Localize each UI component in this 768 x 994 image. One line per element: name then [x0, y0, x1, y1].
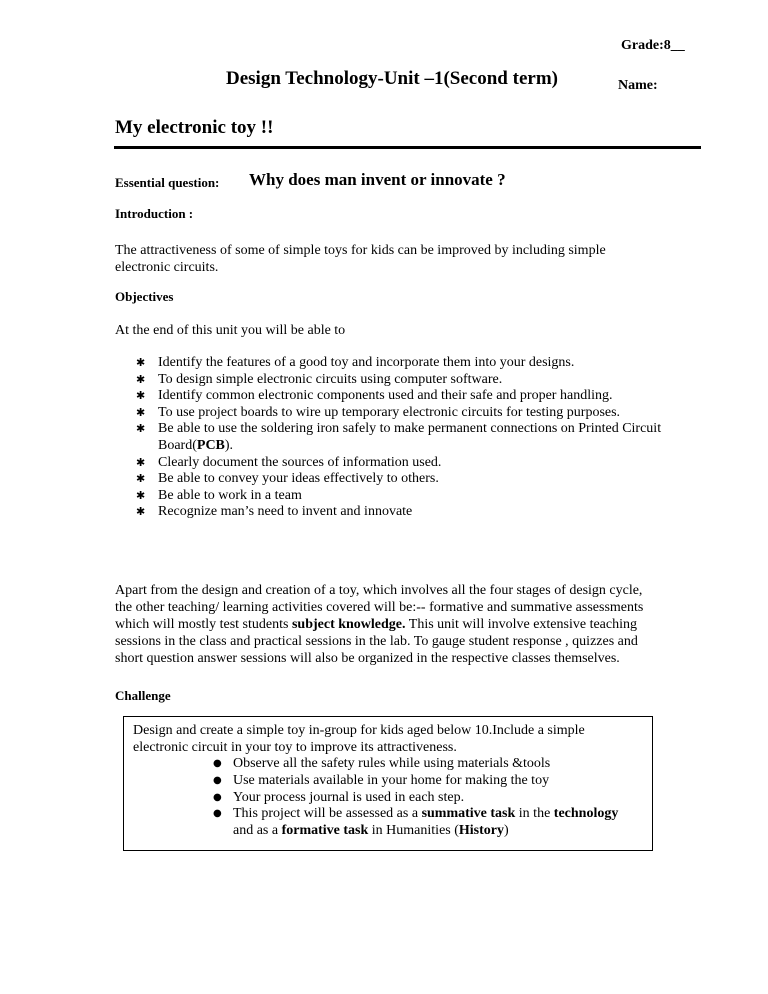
objectives-lead: At the end of this unit you will be able to	[115, 323, 346, 338]
objective-text: Recognize man’s need to invent and innovate	[158, 504, 413, 520]
assessment-text: )	[504, 823, 509, 839]
challenge-item-text: Observe all the safety rules while using materials &tools	[233, 756, 551, 771]
challenge-heading: Challenge	[115, 688, 171, 703]
list-item	[213, 789, 640, 807]
assessment-text: in Humanities (	[368, 823, 459, 839]
assessment-text: in the	[515, 806, 554, 822]
bullet-dot-icon: ●	[213, 758, 222, 769]
name-label: Name:	[618, 78, 658, 93]
asterisk-bullet-icon: ✱	[136, 472, 146, 486]
introduction-line: electronic circuits.	[115, 260, 219, 275]
subject-knowledge-emphasis: subject knowledge.	[291, 617, 406, 632]
objective-text: To use project boards to wire up temporary electronic circuits for testing purposes.	[158, 404, 621, 420]
list-item	[136, 405, 696, 422]
paragraph-line: Apart from the design and creation of a toy, which involves all the four stages of design cycle,	[115, 583, 643, 598]
paragraph-line: sessions in the class and practical sessions in the lab. To gauge student response , quizzes and	[115, 634, 638, 649]
asterisk-bullet-icon: ✱	[136, 389, 146, 403]
asterisk-bullet-icon: ✱	[136, 422, 146, 436]
introduction-text	[115, 242, 695, 276]
list-item	[136, 488, 696, 505]
asterisk-bullet-icon: ✱	[136, 455, 146, 469]
document-title: Design Technology-Unit –1(Second term)	[226, 68, 558, 89]
paragraph-line: the other teaching/ learning activities covered will be:-- formative and summative assessments	[115, 600, 644, 615]
bullet-dot-icon: ●	[213, 808, 222, 820]
challenge-item-text: Your process journal is used in each step.	[233, 789, 465, 805]
paragraph-line: short question answer sessions will also be organized in the respective classes themselves.	[115, 651, 620, 666]
activities-paragraph	[115, 582, 701, 667]
grade-label: Grade:8__	[621, 38, 685, 53]
objective-text: Be able to use the soldering iron safely to make permanent connections on Printed Circuit Board(	[158, 421, 662, 453]
assessment-text: This project will be assessed as a	[233, 806, 422, 822]
objective-text: Clearly document the sources of information used.	[158, 454, 442, 470]
asterisk-bullet-icon: ✱	[136, 505, 146, 519]
list-item	[136, 504, 696, 521]
essential-question-text: Why does man invent or innovate ?	[249, 170, 506, 189]
list-item	[136, 355, 696, 372]
history-emphasis: History	[458, 823, 505, 839]
introduction-line: The attractiveness of some of simple toys for kids can be improved by including simple	[115, 243, 606, 258]
objective-text: Be able to work in a team	[158, 487, 302, 503]
header-divider	[114, 146, 701, 149]
list-item	[213, 806, 640, 840]
summative-task-emphasis: summative task	[421, 806, 516, 822]
unit-subtitle: My electronic toy !!	[115, 117, 274, 138]
paragraph-line	[115, 616, 701, 633]
asterisk-bullet-icon: ✱	[136, 488, 146, 502]
bullet-dot-icon: ●	[213, 791, 222, 803]
technology-emphasis: technology	[553, 806, 619, 822]
list-item	[213, 772, 640, 790]
objective-text: Be able to convey your ideas effectively to others.	[158, 471, 439, 487]
bullet-dot-icon: ●	[213, 774, 222, 786]
challenge-line: Design and create a simple toy in-group for kids aged below 10.Include a simple	[133, 723, 585, 738]
list-item	[136, 455, 696, 472]
objectives-list	[136, 355, 696, 521]
essential-question-label: Essential question:	[115, 175, 220, 190]
list-item	[136, 372, 696, 389]
objective-text-end: ).	[224, 437, 234, 453]
introduction-heading: Introduction :	[115, 206, 194, 221]
asterisk-bullet-icon: ✱	[136, 405, 146, 419]
list-item	[136, 421, 696, 454]
list-item	[136, 388, 696, 405]
challenge-line: electronic circuit in your toy to improve its attractiveness.	[133, 740, 457, 755]
objectives-heading: Objectives	[115, 289, 174, 304]
paragraph-text: This unit will involve extensive teaching	[405, 617, 637, 632]
challenge-list	[133, 756, 640, 840]
objective-text: Identify common electronic components used and their safe and proper handling.	[158, 388, 613, 404]
asterisk-bullet-icon: ✱	[136, 356, 146, 369]
asterisk-bullet-icon: ✱	[136, 372, 146, 386]
formative-task-emphasis: formative task	[281, 823, 369, 839]
challenge-item-text: Use materials available in your home for making the toy	[233, 772, 550, 788]
list-item	[136, 471, 696, 488]
objective-text: Identify the features of a good toy and incorporate them into your designs.	[158, 355, 575, 370]
assessment-text: and as a	[233, 823, 282, 839]
pcb-abbreviation: PCB	[196, 437, 225, 453]
paragraph-text: which will mostly test students	[115, 617, 292, 632]
list-item	[213, 756, 640, 773]
objective-text: To design simple electronic circuits using computer software.	[158, 371, 503, 387]
challenge-box	[123, 716, 653, 851]
